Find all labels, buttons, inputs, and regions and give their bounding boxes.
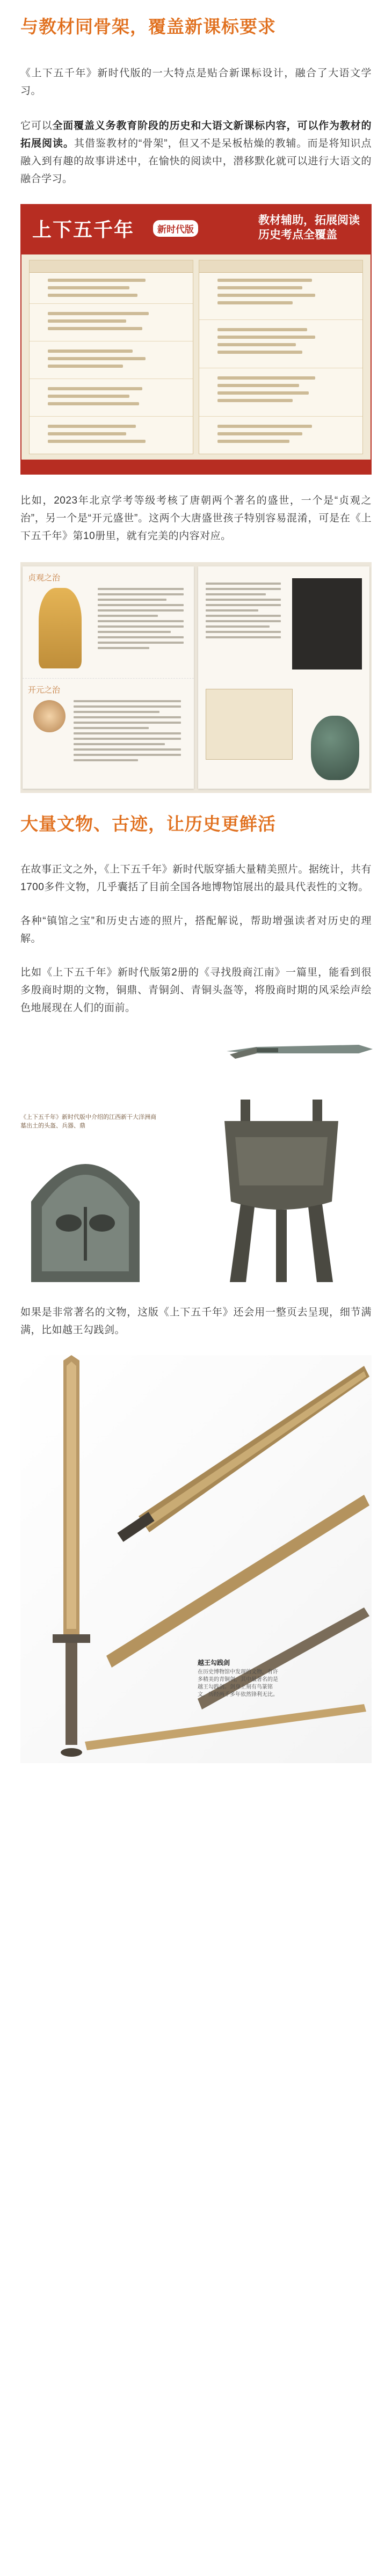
poster-slogan: [258, 213, 360, 242]
ceramic-vase-image: [311, 716, 359, 780]
paragraph-coverage-tail: 其借鉴教材的“骨架”，但又不是呆板枯燥的教辅。而是将知识点融入到有趣的故事讲述中，在愉快的阅读中，潜移默化就可以进行大语文的融合学习。: [20, 138, 372, 185]
paragraph-intro: 《上下五千年》新时代版的一大特点是贴合新课标设计，融合了大语文学习。: [20, 68, 372, 97]
spread-section-right-top: [198, 566, 369, 676]
spread-section-kaiyuan: [23, 678, 194, 789]
spread-page-right: [198, 566, 369, 789]
poster-footer: [21, 460, 371, 474]
section-heading-curriculum: 与教材同骨架，覆盖新课标要求: [20, 17, 276, 37]
book-spread-image: [20, 562, 372, 793]
bronze-artifacts-figure: [0, 1030, 392, 1293]
paragraph-beijing-exam: 比如，2023年北京学考等级考核了唐朝两个著名的盛世，一个是“贞观之治”，另一个是“开元盛世”。这两个大唐盛世孩子特别容易混淆，可是在《上下五千年》第10册里，就有完美的内容对应。: [20, 495, 372, 542]
poster-column-header: [199, 260, 362, 273]
paragraph-museum-treasures: 各种“镇馆之宝”和历史古迹的照片，搭配解说，帮助增强读者对历史的理解。: [20, 915, 372, 944]
poster-slogan-line1: 教材辅助，拓展阅读: [258, 213, 360, 227]
spread-section-right-bottom: [198, 678, 369, 788]
spread-tag-kaiyuan: 开元之治: [28, 685, 61, 695]
poster-header: [21, 205, 371, 254]
spread-tag-zhenguan: 贞观之治: [28, 573, 61, 583]
poster-badge: 新时代版: [153, 220, 198, 237]
paragraph-shang-jiangnan: 比如《上下五千年》新时代版第2册的《寻找殷商江南》一篇里，能看到很多殷商时期的文物，铜鼎、青铜剑、青铜头盔等，将殷商时期的风采绘声绘色地展现在人们的面前。: [20, 967, 372, 1014]
poster-slogan-line2: 历史考点全覆盖: [258, 228, 337, 241]
manuscript-image: [206, 689, 293, 760]
paragraph-artifacts-intro: 在故事正文之外，《上下五千年》新时代版穿插大量精美照片。据统计，共有1700多件文物，几乎囊括了目前全国各地博物馆展出的最具代表性的文物。: [20, 864, 372, 893]
spread-text-block: [98, 588, 184, 652]
calligraphy-image: [292, 578, 362, 670]
emperor-portrait-image: [39, 588, 82, 668]
goujian-sword-image: [20, 1355, 372, 1763]
curriculum-poster-image: [20, 204, 372, 475]
spread-text-block: [206, 583, 281, 642]
spread-page-left: [23, 566, 194, 789]
bronze-dagger-image: [224, 1035, 375, 1063]
bronze-ding-vessel-image: [208, 1089, 354, 1289]
paragraph-goujian-sword: 如果是非常著名的文物，这版《上下五千年》还会用一整页去呈现，细节满满，比如越王勾践剑。: [20, 1307, 372, 1336]
sword-note-text: 在历史博物馆中发现的文物，有许多精美的青铜剑，其中最著名的是越王勾践剑。剑身上刻有鸟篆铭文，历经两千多年依然锋利无比。: [198, 1669, 278, 1698]
poster-column-right: [199, 260, 363, 454]
section-heading-artifacts: 大量文物、古迹，让历史更鲜活: [20, 814, 276, 834]
poster-title: 上下五千年: [32, 219, 135, 241]
poster-column-header: [30, 260, 193, 273]
artifacts-caption: 《上下五千年》新时代版中介绍的江西新干大洋洲商墓出土的头盔、兵器、鼎: [20, 1114, 156, 1129]
bronze-helmet-image: [20, 1137, 150, 1285]
sword-note: [198, 1659, 281, 1699]
paragraph-coverage-lead: 它可以: [20, 120, 53, 132]
spread-text-block: [74, 700, 181, 765]
sword-note-title: 越王勾践剑: [198, 1659, 230, 1667]
paragraph-coverage-bold: 全面覆盖义务教育阶段的历史和大语文新课标内容，可以作为教材的拓展阅读。: [20, 120, 372, 149]
paragraph-coverage: [0, 117, 392, 188]
poster-column-left: [29, 260, 193, 454]
spread-section-zhenguan: [23, 566, 194, 676]
emperor-avatar-image: [33, 700, 66, 732]
sword-illustration: [20, 1355, 372, 1763]
poster-table: [21, 254, 371, 460]
